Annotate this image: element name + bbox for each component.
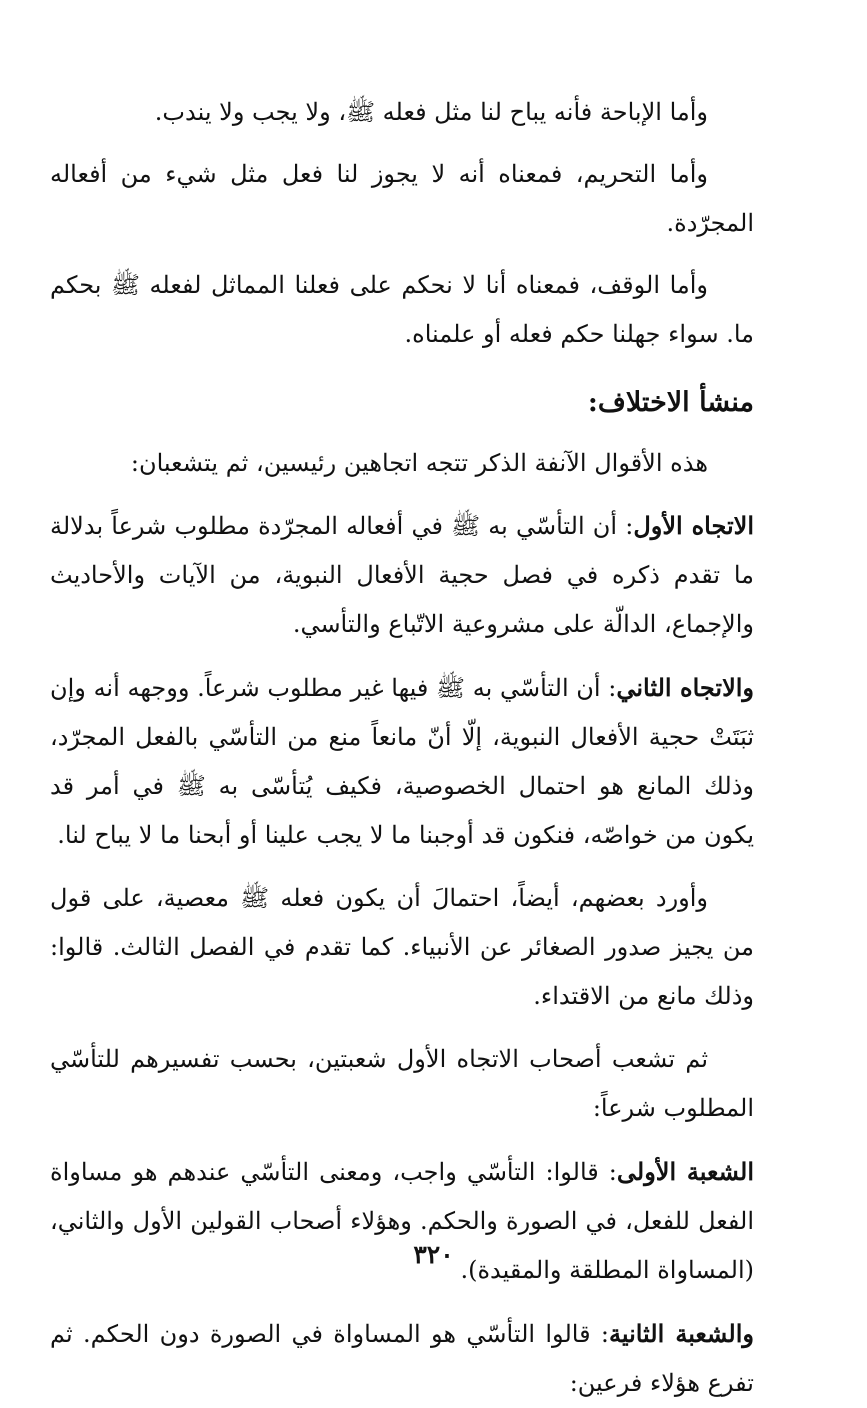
paragraph-intro: هذه الأقوال الآنفة الذكر تتجه اتجاهين رئيسين، ثم يتشعبان: bbox=[130, 449, 708, 477]
second-direction-label: والاتجاه الثاني bbox=[616, 673, 755, 702]
paragraph-waqf: وأما الوقف، فمعناه أنا لا نحكم على فعلنا المماثل لفعله ﷺ بحكم ما. سواء جهلنا حكم فعله أو علمناه. bbox=[50, 271, 754, 348]
first-branch-label: الشعبة الأولى bbox=[616, 1157, 754, 1186]
page-number: ٣٢٠ bbox=[413, 1240, 454, 1269]
paragraph-second-branch bbox=[50, 1309, 754, 1408]
second-direction-text: : أن التأسّي به ﷺ فيها غير مطلوب شرعاً. ووجهه أنه وإن ثبَتَتْ حجية الأفعال النبوية، إلّا أنّ مانعاً منع من التأسّي بالفعل المجرّد، وذلك المانع هو احتمال الخصوصية، فكيف يُتأسّى به ﷺ في أمر قد يكون من خواصّه، فنكون قد أوجبنا ما لا يجب علينا أو أبحنا ما لا يباح لنا. bbox=[50, 674, 754, 849]
first-direction-label: الاتجاه الأول bbox=[633, 511, 754, 540]
paragraph-branching: ثم تشعب أصحاب الاتجاه الأول شعبتين، بحسب تفسيرهم للتأسّي المطلوب شرعاً: bbox=[50, 1045, 754, 1122]
first-direction-text: : أن التأسّي به ﷺ في أفعاله المجرّدة مطلوب شرعاً بدلالة ما تقدم ذكره في فصل حجية الأفعال النبوية، من الآيات والأحاديث والإجماع، الدالّة على مشروعية الاتّباع والتأسي. bbox=[50, 512, 754, 638]
section-heading: منشأ الاختلاف: bbox=[587, 387, 754, 418]
second-branch-text: : قالوا التأسّي هو المساواة في الصورة دون الحكم. ثم تفرع هؤلاء فرعين: bbox=[50, 1320, 754, 1397]
paragraph-first-direction bbox=[50, 501, 754, 649]
paragraph-second-direction bbox=[50, 663, 754, 860]
paragraph-tahrim: وأما التحريم، فمعناه أنه لا يجوز لنا فعل مثل شيء من أفعاله المجرّدة. bbox=[50, 160, 754, 237]
first-branch-text: : قالوا: التأسّي واجب، ومعنى التأسّي عندهم هو مساواة الفعل للفعل، في الصورة والحكم. وهؤلاء أصحاب القولين الأول والثاني، (المساواة المطلقة والمقيدة). bbox=[50, 1158, 754, 1284]
second-branch-label: والشعبة الثانية bbox=[608, 1319, 754, 1348]
paragraph-ibaha: وأما الإباحة فأنه يباح لنا مثل فعله ﷺ، ولا يجب ولا يندب. bbox=[154, 98, 708, 126]
paragraph-first-branch bbox=[50, 1147, 754, 1295]
paragraph-objection: وأورد بعضهم، أيضاً، احتمالَ أن يكون فعله ﷺ معصية، على قول من يجيز صدور الصغائر عن الأنبياء. كما تقدم في الفصل الثالث. قالوا: وذلك مانع من الاقتداء. bbox=[50, 884, 754, 1010]
